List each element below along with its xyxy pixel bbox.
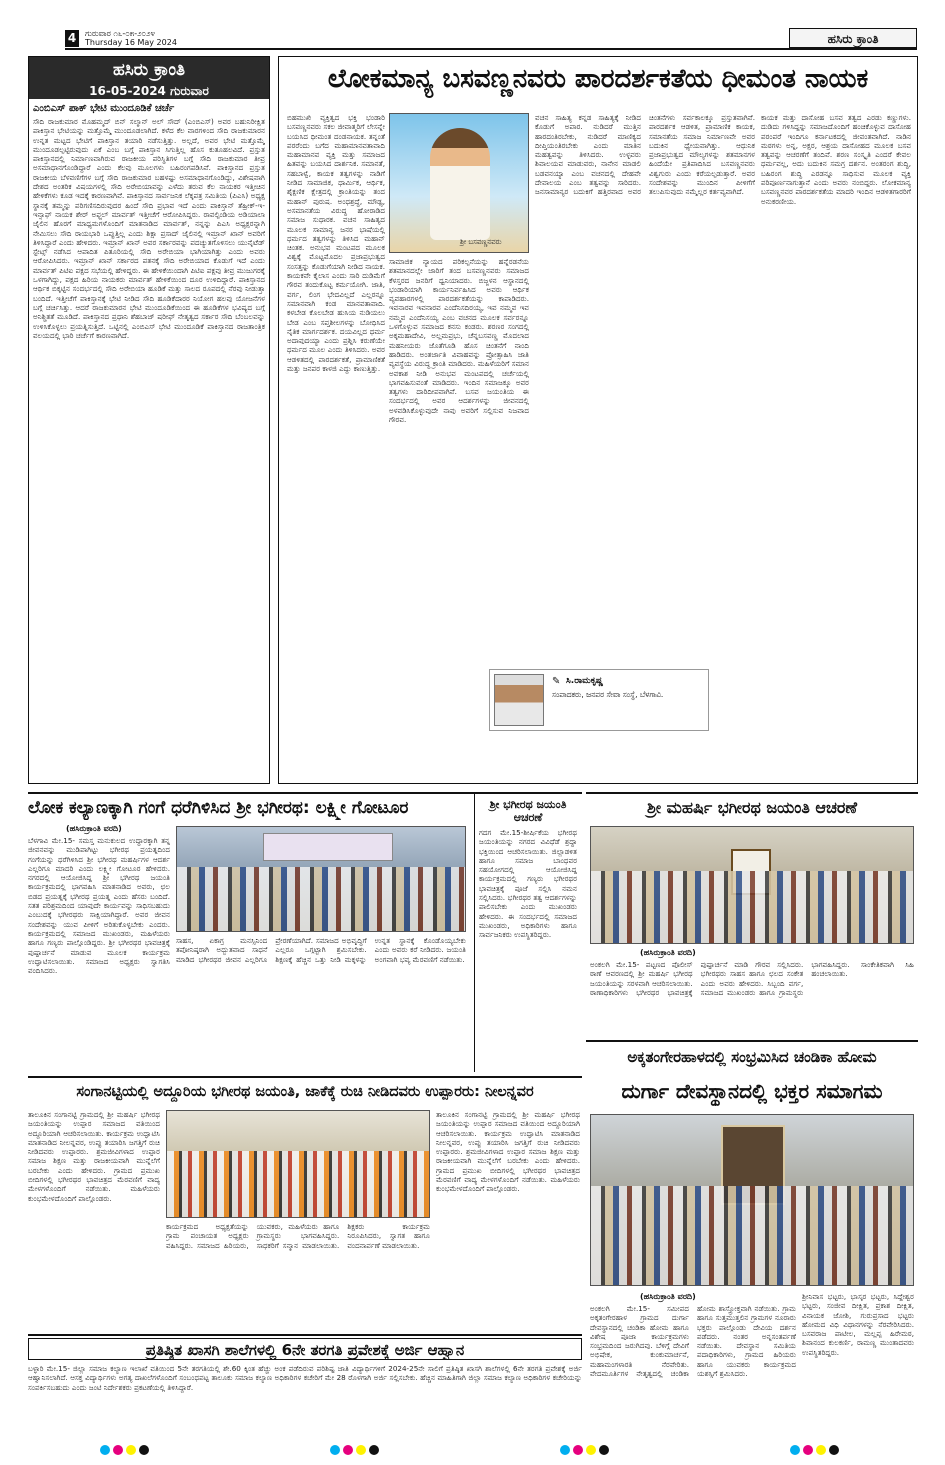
author-name: ಸಿ.ರಾಮಕೃಷ್ಣ [566,676,604,686]
yellow-dot [816,1445,826,1455]
editorial-brand: ಹಸಿರು ಕ್ರಾಂತಿ [29,57,269,83]
story3-dateline: (ಹಸಿರುಕ್ರಾಂತಿ ವರದಿ) [640,948,696,957]
black-dot [829,1445,839,1455]
story3-headline: ಶ್ರೀ ಮಹರ್ಷಿ ಭಗೀರಥ ಜಯಂತಿ ಆಚರಣೆ [647,798,857,817]
cyan-dot [790,1445,800,1455]
story2-side-body: ಗದಗ ಮೇ.15-ಶೀರ್ಷಿಕೆಯ ಭಗೀರಥ ಜಯಂತಿಯನ್ನು ನಗರದ ವಿವಿಧೆಡೆ ಶ್ರದ್ಧಾ ಭಕ್ತಿಯಿಂದ ಆಚರಿಸಲಾಯಿತು. ಜಿಲ್ಲಾಡಳಿತ ಹಾಗೂ ಸಮಾಜ ಬಾಂಧವರ ಸಹಯೋಗದಲ್ಲಿ ಆಯೋಜಿಸಿದ್ದ ಕಾರ್ಯಕ್ರಮದಲ್ಲಿ ಗಣ್ಯರು ಭಗೀರಥರ ಭಾವಚಿತ್ರಕ್ಕೆ ಪೂಜೆ ಸಲ್ಲಿಸಿ ನಮನ ಸಲ್ಲಿಸಿದರು. ಭಗೀರಥರ ತತ್ವ ಆದರ್ಶಗಳನ್ನು ಪಾಲಿಸಬೇಕು ಎಂದು ಮುಖಂಡರು ಹೇಳಿದರು. ಈ ಸಂದರ್ಭದಲ್ಲಿ ಸಮಾಜದ ಮುಖಂಡರು, ಅಧಿಕಾರಿಗಳು ಹಾಗೂ ಸಾರ್ವಜನಿಕರು ಉಪಸ್ಥಿತರಿದ್ದರು. [479,828,577,940]
story2-body: ಬೆಳಗಾವಿ ಮೇ.15- ಸಮಸ್ತ ಮನುಕುಲದ ಉದ್ಧಾರಕ್ಕಾಗಿ ತನ್ನ ಜೀವನವನ್ನು ಮುಡಿಪಾಗಿಟ್ಟು ಭಗೀರಥ ಪ್ರಯತ್ನದಿಂದ ಗಂಗೆಯನ್ನು ಧರೆಗಿಳಿಸಿದ ಶ್ರೀ ಭಗೀರಥ ಮಹರ್ಷಿಗಳ ಆದರ್ಶ ಎಲ್ಲರಿಗೂ ಮಾದರಿ ಎಂದು ಲಕ್ಷ್ಮೀ ಗೋಟೂರ ಹೇಳಿದರು. ನಗರದಲ್ಲಿ ಆಯೋಜಿಸಿದ್ದ ಶ್ರೀ ಭಗೀರಥ ಜಯಂತಿ ಕಾರ್ಯಕ್ರಮದಲ್ಲಿ ಭಾಗವಹಿಸಿ ಮಾತನಾಡಿದ ಅವರು, ಛಲ ಬಿಡದ ಪ್ರಯತ್ನಕ್ಕೆ ಭಗೀರಥ ಪ್ರಯತ್ನ ಎಂದು ಹೆಸರು ಬಂದಿದೆ. ಸತತ ಪರಿಶ್ರಮದಿಂದ ಯಾವುದೇ ಕಾರ್ಯವನ್ನು ಸಾಧಿಸಬಹುದು ಎಂಬುದಕ್ಕೆ ಭಗೀರಥರು ಸಾಕ್ಷಿಯಾಗಿದ್ದಾರೆ. ಅವರ ಜೀವನ ಸಂದೇಶವನ್ನು ಯುವ ಪೀಳಿಗೆ ಅರಿತುಕೊಳ್ಳಬೇಕು ಎಂದರು. ಕಾರ್ಯಕ್ರಮದಲ್ಲಿ ಸಮಾಜದ ಮುಖಂಡರು, ಮಹಿಳೆಯರು ಹಾಗೂ ಗಣ್ಯರು ಪಾಲ್ಗೊಂಡಿದ್ದರು. ಶ್ರೀ ಭಗೀರಥರ ಭಾವಚಿತ್ರಕ್ಕೆ ಪುಷ್ಪಾರ್ಚನೆ ಮಾಡುವ ಮೂಲಕ ಕಾರ್ಯಕ್ರಮ ಉದ್ಘಾಟಿಸಲಾಯಿತು. ಸಮಾಜದ ಅಧ್ಯಕ್ಷರು ಸ್ವಾಗತಿಸಿ ವಂದಿಸಿದರು. [28,836,170,976]
story4-headline: ಸಂಗಾನಟ್ಟಿಯಲ್ಲಿ ಅದ್ದೂರಿಯ ಭಗೀರಥ ಜಯಂತಿ, ಜಾಕೆಕ್ಕೆ ರುಚಿ ನೀಡಿದವರು ಉಪ್ಪಾರರು: ನೀಲನ್ನವರ [76,1084,534,1100]
magenta-dot [343,1445,353,1455]
black-dot [139,1445,149,1455]
lead-headline: ಲೋಕಮಾನ್ಯ ಬಸವಣ್ಣನವರು ಪಾರದರ್ಶಕತೆಯ ಧೀಮಂತ ನಾಯಕ [327,64,869,94]
registration-marks [0,1440,945,1454]
story4-body: ತಾಲೂಕಿನ ಸಂಗಾನಟ್ಟಿ ಗ್ರಾಮದಲ್ಲಿ ಶ್ರೀ ಮಹರ್ಷಿ ಭಗೀರಥ ಜಯಂತಿಯನ್ನು ಉಪ್ಪಾರ ಸಮಾಜದ ವತಿಯಿಂದ ಅದ್ದೂರಿಯಾಗಿ ಆಚರಿಸಲಾಯಿತು. ಕಾರ್ಯಕ್ರಮ ಉದ್ಘಾಟಿಸಿ ಮಾತನಾಡಿದ ನೀಲನ್ನವರ, ಉಪ್ಪು ತಯಾರಿಸಿ ಜಗತ್ತಿಗೆ ರುಚಿ ನೀಡಿದವರು ಉಪ್ಪಾರರು. ಶ್ರಮಜೀವಿಗಳಾದ ಉಪ್ಪಾರ ಸಮಾಜ ಶಿಕ್ಷಣ ಮತ್ತು ರಾಜಕೀಯವಾಗಿ ಮುನ್ನೆಲೆಗೆ ಬರಬೇಕು ಎಂದು ಹೇಳಿದರು. ಗ್ರಾಮದ ಪ್ರಮುಖ ಬೀದಿಗಳಲ್ಲಿ ಭಗೀರಥರ ಭಾವಚಿತ್ರದ ಮೆರವಣಿಗೆ ವಾದ್ಯ ಮೇಳಗಳೊಂದಿಗೆ ನಡೆಯಿತು. ಮಹಿಳೆಯರು ಕುಂಭಮೇಳದೊಂದಿಗೆ ಪಾಲ್ಗೊಂಡರು. [28,1110,160,1203]
reg-dots-2 [330,1440,382,1459]
story2-body2: ಸಾಹಸ, ಏಕಾಗ್ರ ಮನಸ್ಸಿನಿಂದ ತಪೋನಿಷ್ಠರಾಗಿ ಅದ್ಭುತವಾದ ಸಾಧನೆ ಮಾಡಿದ ಭಗೀರಥರ ಜೀವನ ಎಲ್ಲರಿಗೂ ಪ್ರೇರಣೆಯಾಗಿದೆ. ಸಮಾಜದ ಅಭಿವೃದ್ಧಿಗೆ ಎಲ್ಲರೂ ಒಗ್ಗಟ್ಟಾಗಿ ಶ್ರಮಿಸಬೇಕು. ಶಿಕ್ಷಣಕ್ಕೆ ಹೆಚ್ಚಿನ ಒತ್ತು ನೀಡಿ ಮಕ್ಕಳನ್ನು ಉನ್ನತ ಸ್ಥಾನಕ್ಕೆ ಕೊಂಡೊಯ್ಯಬೇಕು ಎಂದು ಅವರು ಕರೆ ನೀಡಿದರು. ಜಯಂತಿ ಅಂಗವಾಗಿ ಭವ್ಯ ಮೆರವಣಿಗೆ ನಡೆಯಿತು. [176,936,466,964]
lead-body-center: ಸಾಮಾಜಿಕ ನ್ಯಾಯದ ಪರಿಕಲ್ಪನೆಯನ್ನು ಹನ್ನೆರಡನೆಯ ಶತಮಾನದಲ್ಲೇ ಜಾರಿಗೆ ತಂದ ಬಸವಣ್ಣನವರು ಸಮಾಜದ ಕೆಳಸ್ತರದ ಜನರಿಗೆ ಧ್ವನಿಯಾದರು. ಬಿಜ್ಜಳನ ಆಸ್ಥಾನದಲ್ಲಿ ಭಂಡಾರಿಯಾಗಿ ಕಾರ್ಯನಿರ್ವಹಿಸಿದ ಅವರು ಆರ್ಥಿಕ ವ್ಯವಹಾರಗಳಲ್ಲಿ ಪಾರದರ್ಶಕತೆಯನ್ನು ಕಾಪಾಡಿದರು. ಇವನಾರವ ಇವನಾರವ ಎಂದೆನಿಸದಿರಯ್ಯ, ಇವ ನಮ್ಮವ ಇವ ನಮ್ಮವ ಎಂದೆನಿಸಯ್ಯ ಎಂಬ ವಚನದ ಮೂಲಕ ಸರ್ವರನ್ನೂ ಒಳಗೊಳ್ಳುವ ಸಮಾಜದ ಕನಸು ಕಂಡರು. ಶರಣರ ಸಂಗದಲ್ಲಿ ಅಕ್ಕಮಹಾದೇವಿ, ಅಲ್ಲಮಪ್ರಭು, ಚೆನ್ನಬಸವಣ್ಣ ಮೊದಲಾದ ಮಹನೀಯರು ಜೊತೆಗೂಡಿ ಹೊಸ ಚಿಂತನೆಗೆ ನಾಂದಿ ಹಾಡಿದರು. ಅಂತರ್ಜಾತಿ ವಿವಾಹವನ್ನು ಪ್ರೋತ್ಸಾಹಿಸಿ ಜಾತಿ ವ್ಯವಸ್ಥೆಯ ವಿರುದ್ಧ ಕ್ರಾಂತಿ ಮಾಡಿದರು. ಮಹಿಳೆಯರಿಗೆ ಸಮಾನ ಅವಕಾಶ ನೀಡಿ ಅನುಭವ ಮಂಟಪದಲ್ಲಿ ಚರ್ಚೆಯಲ್ಲಿ ಭಾಗವಹಿಸುವಂತೆ ಮಾಡಿದರು. ಇಂದಿನ ಸಮಾಜಕ್ಕೂ ಅವರ ತತ್ವಗಳು ದಾರಿದೀಪವಾಗಿವೆ. ಬಸವ ಜಯಂತಿಯ ಈ ಸಂದರ್ಭದಲ್ಲಿ ಅವರ ಆದರ್ಶಗಳನ್ನು ಜೀವನದಲ್ಲಿ ಅಳವಡಿಸಿಕೊಳ್ಳುವುದೇ ನಾವು ಅವರಿಗೆ ಸಲ್ಲಿಸುವ ನಿಜವಾದ ಗೌರವ. [389,257,529,425]
magenta-dot [113,1445,123,1455]
editorial-body: ಸೌದಿ ರಾಜಕುಮಾರ ಮೊಹಮ್ಮದ್ ಬಿನ್ ಸಲ್ಮಾನ್ ಅಲ್ ಸೌದ್ (ಎಂಬಿಎಸ್) ಅವರ ಬಹುನಿರೀಕ್ಷಿತ ಪಾಕಿಸ್ತಾನ ಭೇಟಿಯನ್ನು ಮತ್ತೊಮ್ಮೆ ಮುಂದೂಡಲಾಗಿದೆ. ಕಳೆದ ಕೆಲ ವಾರಗಳಿಂದ ಸೌದಿ ರಾಜಕುಮಾರನ ಉನ್ನತ ಮಟ್ಟದ ಭೇಟಿಗೆ ಪಾಕಿಸ್ತಾನ ತಯಾರಿ ನಡೆಸುತ್ತಿತ್ತು. ಅಲ್ಲದೆ, ಅವರ ಭೇಟಿ ಮತ್ತೊಮ್ಮೆ ಮುಂದೂಡಲ್ಪಟ್ಟಿರುವುದು ಏಕೆ ಎಂಬ ಬಗ್ಗೆ ಪಾಕಿಸ್ತಾನ ಸಿಗುತ್ತಿಲ್ಲ ಹೊಸ ಕುತೂಹಲವಿದೆ. ಪ್ರಸ್ತುತ ಪಾಕಿಸ್ತಾನದಲ್ಲಿ ನಿರ್ಮಾಣವಾಗಿರುವ ರಾಜಕೀಯ ಪರಿಸ್ಥಿತಿಗಳ ಬಗ್ಗೆ ಸೌದಿ ರಾಜಕುಮಾರ ತೀವ್ರ ಅಸಮಾಧಾನಗೊಂಡಿದ್ದಾರೆ ಎಂದು ಕೆಲವು ಮೂಲಗಳು ಬಹಿರಂಗಪಡಿಸಿವೆ. ಪಾಕಿಸ್ತಾನದ ಪ್ರಸ್ತುತ ರಾಜಕೀಯ ಬೆಳವಣಿಗೆಗಳ ಬಗ್ಗೆ ಸೌದಿ ರಾಜಕುಮಾರ ಬಹಳಷ್ಟು ಅಸಮಾಧಾನಗೊಂಡಿದ್ದು, ವಿಶೇಷವಾಗಿ ದೇಶದ ಅಂತರಿಕ ವಿಷಯಗಳಲ್ಲಿ ಸೌದಿ ಅರೇಬಿಯಾವನ್ನು ಎಳೆದು ತರುವ ಕೆಲ ನಾಯಕರ ಇತ್ತೀಚಿನ ಹೇಳಿಕೆಗಳು ಕೂಡ ಇದಕ್ಕೆ ಕಾರಣವಾಗಿವೆ. ಪಾಕಿಸ್ತಾನದ ಸಾರ್ವಜನಿಕ ಲೆಕ್ಕಪತ್ರ ಸಮಿತಿಯ (ಪಿಎಸಿ) ಅಧ್ಯಕ್ಷ ಸ್ಥಾನಕ್ಕೆ ತಮ್ಮನ್ನು ಪರಿಗಣಿಸದಿರುವುದರ ಹಿಂದೆ ಸೌದಿ ಪ್ರಭಾವ ಇದೆ ಎಂದು ಪಾಕಿಸ್ತಾನ್ ತೆಹ್ರೀಕ್-ಇ-ಇನ್ಸಾಫ್ ನಾಯಕ ಶೇರ್ ಅಫ್ಜಲ್ ಮಾರ್ವತ್ ಇತ್ತೀಚೆಗೆ ಆರೋಪಿಸಿದ್ದರು. ರಾವಲ್ಪಿಂಡಿಯ ಅಡಿಯಾಲಾ ಜೈಲಿನ ಹೊರಗೆ ಮಾಧ್ಯಮಗಳೊಂದಿಗೆ ಮಾತನಾಡಿದ ಮಾರ್ವತ್, ನನ್ನನ್ನು ಪಿಎಸಿ ಅಧ್ಯಕ್ಷರನ್ನಾಗಿ ನೇಮಿಸಲು ಸೌದಿ ರಾಯಭಾರಿ ಒಪ್ಪುತ್ತಿಲ್ಲ ಎಂದು ಶಿಕ್ಷಾ ಪ್ರಸಾದ್ ಜೈಲಿನಲ್ಲಿ ಇಮ್ರಾನ್ ಖಾನ್ ಅವರಿಗೆ ತಿಳಿಸಿದ್ದಾರೆ ಎಂದು ಹೇಳಿದರು. ಇಮ್ರಾನ್ ಖಾನ್ ಅವರ ಸರ್ಕಾರವನ್ನು ಪದಚ್ಯುತಗೊಳಿಸಲು ಯುನೈಟೆಡ್ ಸ್ಟೇಟ್ಸ್ ನಡೆಸಿದ ಆಪಾದಿತ ಪಿತೂರಿಯಲ್ಲಿ ಸೌದಿ ಅರೇಬಿಯಾ ಭಾಗಿಯಾಗಿತ್ತು ಎಂದು ಅವರು ಆರೋಪಿಸಿದರು. ಇಮ್ರಾನ್ ಖಾನ್ ಸರ್ಕಾರದ ಪತನಕ್ಕೆ ಸೌದಿ ಅರೇಬಿಯಾದ ಕೊಡುಗೆ ಇದೆ ಎಂದು ಮಾರ್ವತ್ ಪಿಟಿಐ ಪಕ್ಷದ ಸಭೆಯಲ್ಲಿ ಹೇಳಿದ್ದರು. ಈ ಹೇಳಿಕೆಯಿಂದಾಗಿ ಪಿಟಿಐ ಪಕ್ಷವು ತೀವ್ರ ಮುಜುಗರಕ್ಕೆ ಒಳಗಾಗಿದ್ದು, ಪಕ್ಷದ ಹಿರಿಯ ನಾಯಕರು ಮಾರ್ವತ್ ಹೇಳಿಕೆಯಿಂದ ದೂರ ಉಳಿದಿದ್ದಾರೆ. ಪಾಕಿಸ್ತಾನದ ಆರ್ಥಿಕ ಬಿಕ್ಕಟ್ಟಿನ ಸಂದರ್ಭದಲ್ಲಿ ಸೌದಿ ಅರೇಬಿಯಾ ಹೂಡಿಕೆ ಮತ್ತು ಸಾಲದ ರೂಪದಲ್ಲಿ ನೆರವು ನೀಡುತ್ತಾ ಬಂದಿದೆ. ಇತ್ತೀಚೆಗೆ ಪಾಕಿಸ್ತಾನಕ್ಕೆ ಭೇಟಿ ನೀಡಿದ ಸೌದಿ ಹೂಡಿಕೆದಾರರ ನಿಯೋಗ ಹಲವು ಯೋಜನೆಗಳ ಬಗ್ಗೆ ಚರ್ಚಿಸಿತ್ತು. ಆದರೆ ರಾಜಕುಮಾರನ ಭೇಟಿ ಮುಂದೂಡಿಕೆಯಿಂದ ಈ ಹೂಡಿಕೆಗಳ ಭವಿಷ್ಯದ ಬಗ್ಗೆ ಅನಿಶ್ಚಿತತೆ ಮೂಡಿದೆ. ಪಾಕಿಸ್ತಾನದ ಪ್ರಧಾನಿ ಶೆಹಬಾಜ್ ಷರೀಫ್ ನೇತೃತ್ವದ ಸರ್ಕಾರ ಸೌದಿ ಬೆಂಬಲವನ್ನು ಉಳಿಸಿಕೊಳ್ಳಲು ಪ್ರಯತ್ನಿಸುತ್ತಿದೆ. ಒಟ್ಟಿನಲ್ಲಿ ಎಂಬಿಎಸ್ ಭೇಟಿ ಮುಂದೂಡಿಕೆ ಪಾಕಿಸ್ತಾನದ ರಾಜತಾಂತ್ರಿಕ ವಲಯದಲ್ಲಿ ಭಾರಿ ಚರ್ಚೆಗೆ ಕಾರಣವಾಗಿದೆ. [33,117,265,340]
author-photo [494,674,544,726]
reg-dots-1 [100,1440,152,1459]
story4-photo [166,1110,430,1218]
story3-people [591,871,913,943]
cyan-dot [560,1445,570,1455]
pen-icon: ✎ [552,676,561,687]
page-number: 4 [65,30,79,47]
story6-headline: ಪ್ರತಿಷ್ಠಿತ ಖಾಸಗಿ ಶಾಲೆಗಳಲ್ಲಿ 6ನೇ ತರಗತಿ ಪ್ರವೇಶಕ್ಕೆ ಅರ್ಜಿ ಆಹ್ವಾನ [28,1338,582,1360]
magenta-dot [573,1445,583,1455]
story2-side [474,794,580,1072]
story6 [28,1334,582,1432]
yellow-dot [126,1445,136,1455]
stage-banner [263,833,393,861]
story2-dateline: (ಹಸಿರುಕ್ರಾಂತಿ ವರದಿ) [66,824,122,833]
story2-side-title: ಶ್ರೀ ಭಗೀರಥ ಜಯಂತಿ ಆಚರಣೆ [489,798,567,824]
lead-body-left: ಬಿಹಮುಖಿ ವ್ಯಕ್ತಿತ್ವದ ಭಕ್ತಿ ಭಂಡಾರಿ ಬಸವಣ್ಣನವರು ಸಕಲ ಜೀವಾತ್ಮರಿಗೆ ಲೇಸನ್ನೇ ಬಯಸಿದ ಧೀಮಂತ ದಂಡನಾಯಕ. ತನ್ನಂತೆ ಪರರೆಂದು ಬಗೆದ ಮಹಾಮಾನವತಾವಾದಿ ಮಹಾಮಾನವ ವ್ಯಕ್ತಿ ಮತ್ತು ಸಮಾಜದ ಹಿತವನ್ನು ಬಯಸಿದ ದಾರ್ಶನಿಕ. ಸಮಾನತೆ, ಸಹಬಾಳ್ವೆ, ಕಾಯಕ ತತ್ವಗಳನ್ನು ನಾಡಿಗೆ ನೀಡಿದ ಸಾಮಾಜಿಕ, ಧಾರ್ಮಿಕ, ಆರ್ಥಿಕ, ಶೈಕ್ಷಣಿಕ ಕ್ಷೇತ್ರದಲ್ಲಿ ಕ್ರಾಂತಿಯನ್ನು ತಂದ ಮಹಾನ್ ಪುರುಷ. ಅಂಧಶ್ರದ್ಧೆ, ಮೌಢ್ಯ, ಅಸಮಾನತೆಯ ವಿರುದ್ಧ ಹೋರಾಡಿದ ಸಮಾಜ ಸುಧಾರಕ. ವಚನ ಸಾಹಿತ್ಯದ ಮೂಲಕ ಸಾಮಾನ್ಯ ಜನರ ಭಾಷೆಯಲ್ಲಿ ಧರ್ಮದ ತತ್ವಗಳನ್ನು ತಿಳಿಸಿದ ಮಹಾನ್ ಚಿಂತಕ. ಅನುಭವ ಮಂಟಪದ ಮೂಲಕ ವಿಶ್ವಕ್ಕೆ ಮೊಟ್ಟಮೊದಲ ಪ್ರಜಾಪ್ರಭುತ್ವದ ಸಂಸತ್ತನ್ನು ಕೊಡುಗೆಯಾಗಿ ನೀಡಿದ ನಾಯಕ. ಕಾಯಕವೇ ಕೈಲಾಸ ಎಂದು ಸಾರಿ ದುಡಿಮೆಗೆ ಗೌರವ ತಂದುಕೊಟ್ಟ ಕರ್ಮಯೋಗಿ. ಜಾತಿ, ವರ್ಗ, ಲಿಂಗ ಭೇದವಿಲ್ಲದೆ ಎಲ್ಲರನ್ನೂ ಸಮಾನವಾಗಿ ಕಂಡ ಮಾನವತಾವಾದಿ. ಕಳಬೇಡ ಕೊಲಬೇಡ ಹುಸಿಯ ನುಡಿಯಲು ಬೇಡ ಎಂಬ ಸಪ್ತಶೀಲಗಳನ್ನು ಬೋಧಿಸಿದ ನೈತಿಕ ಮಾರ್ಗದರ್ಶಕ. ದಯವಿಲ್ಲದ ಧರ್ಮ ಅದಾವುದಯ್ಯಾ ಎಂದು ಪ್ರಶ್ನಿಸಿ ಕರುಣೆಯೇ ಧರ್ಮದ ಮೂಲ ಎಂದು ತಿಳಿಸಿದರು. ಅವರ ಆಡಳಿತದಲ್ಲಿ ಪಾರದರ್ಶಕತೆ, ಪ್ರಾಮಾಣಿಕತೆ ಮತ್ತು ಜನಪರ ಕಾಳಜಿ ಎದ್ದು ಕಾಣುತ್ತಿತ್ತು. [287,113,385,374]
story6-body: ಬಳ್ಳಾರಿ ಮೇ.15- ಜಿಲ್ಲಾ ಸಮಾಜ ಕಲ್ಯಾಣ ಇಲಾಖೆ ವತಿಯಿಂದ 5ನೇ ತರಗತಿಯಲ್ಲಿ ಶೇ.60 ಕ್ಕಿಂತ ಹೆಚ್ಚು ಅಂಕ ಪಡೆದಿರುವ ಪರಿಶಿಷ್ಟ ಜಾತಿ ವಿದ್ಯಾರ್ಥಿಗಳಿಗೆ 2024-25ನೇ ಸಾಲಿಗೆ ಪ್ರತಿಷ್ಠಿತ ಖಾಸಗಿ ಶಾಲೆಗಳಲ್ಲಿ 6ನೇ ತರಗತಿ ಪ್ರವೇಶಕ್ಕೆ ಅರ್ಜಿ ಆಹ್ವಾನಿಸಲಾಗಿದೆ. ಆಸಕ್ತ ವಿದ್ಯಾರ್ಥಿಗಳು ಅಗತ್ಯ ದಾಖಲೆಗಳೊಂದಿಗೆ ಸಂಬಂಧಪಟ್ಟ ತಾಲೂಕು ಸಮಾಜ ಕಲ್ಯಾಣ ಅಧಿಕಾರಿಗಳ ಕಚೇರಿಗೆ ಮೇ 28 ರೊಳಗಾಗಿ ಅರ್ಜಿ ಸಲ್ಲಿಸಬೇಕು. ಹೆಚ್ಚಿನ ಮಾಹಿತಿಗಾಗಿ ಜಿಲ್ಲಾ ಸಮಾಜ ಕಲ್ಯಾಣ ಅಧಿಕಾರಿಗಳ ಕಚೇರಿಯನ್ನು ಸಂಪರ್ಕಿಸಬಹುದು ಎಂದು ಜಂಟಿ ನಿರ್ದೇಶಕರು ಪ್ರಕಟಣೆಯಲ್ಲಿ ತಿಳಿಸಿದ್ದಾರೆ. [28,1364,582,1392]
story4 [28,1076,582,1328]
story2 [28,792,582,1072]
date-line-kannada: ಗುರುವಾರ ೧೬-೦೫-೨೦೨೪ [85,29,155,38]
magenta-dot [803,1445,813,1455]
story5-dateline: (ಹಸಿರುಕ್ರಾಂತಿ ವರದಿ) [640,1292,696,1301]
black-dot [599,1445,609,1455]
story3 [586,792,918,1072]
story5-photo [590,1114,914,1286]
editorial-title: ಎಂಬಿಎಸ್ ಪಾಕ್ ಭೇಟಿ ಮುಂದೂಡಿಕೆ ಚರ್ಚೆ [33,103,175,114]
paper-name-tag: ಹಸಿರು ಕ್ರಾಂತಿ [789,28,917,48]
story5-headline-1: ಅಕ್ಕತಂಗೇರಹಾಳದಲ್ಲಿ ಸಂಭ್ರಮಿಸಿದ ಚಂಡಿಕಾ ಹೋಮ [627,1048,877,1066]
portrait-caption: ಶ್ರೀ ಬಸವಣ್ಣನವರು [460,238,502,246]
story3-body: ಅಂಕಲಗಿ ಮೇ.15- ಪಟ್ಟಣದ ಪೊಲೀಸ್ ಠಾಣೆ ಆವರಣದಲ್ಲಿ ಶ್ರೀ ಮಹರ್ಷಿ ಭಗೀರಥ ಜಯಂತಿಯನ್ನು ಸರಳವಾಗಿ ಆಚರಿಸಲಾಯಿತು. ಠಾಣಾಧಿಕಾರಿಗಳು ಭಗೀರಥರ ಭಾವಚಿತ್ರಕ್ಕೆ ಪುಷ್ಪಾರ್ಚನೆ ಮಾಡಿ ಗೌರವ ಸಲ್ಲಿಸಿದರು. ಭಗೀರಥರು ಸಾಹಸ ಹಾಗೂ ಛಲದ ಸಂಕೇತ ಎಂದು ಅವರು ಹೇಳಿದರು. ಸಿಬ್ಬಂದಿ ವರ್ಗ, ಸಮಾಜದ ಮುಖಂಡರು ಹಾಗೂ ಗ್ರಾಮಸ್ಥರು ಭಾಗವಹಿಸಿದ್ದರು. ಸಾಂಕೇತಿಕವಾಗಿ ಸಿಹಿ ಹಂಚಲಾಯಿತು. [590,960,914,997]
editorial-box [28,56,270,784]
lead-body-right: ಕಾಯಕ ಮತ್ತು ದಾಸೋಹ ಬಸವ ತತ್ವದ ಎರಡು ಕಣ್ಣುಗಳು. ದುಡಿದು ಗಳಿಸಿದ್ದನ್ನು ಸಮಾಜದೊಂದಿಗೆ ಹಂಚಿಕೊಳ್ಳುವ ದಾಸೋಹ ಪರಂಪರೆ ಇಂದಿಗೂ ಕರ್ನಾಟಕದಲ್ಲಿ ಜೀವಂತವಾಗಿದೆ. ನಾಡಿನ ಮಠಗಳು ಅನ್ನ, ಅಕ್ಷರ, ಆಶ್ರಯ ದಾಸೋಹದ ಮೂಲಕ ಬಸವ ತತ್ವವನ್ನು ಆಚರಣೆಗೆ ತಂದಿವೆ. ಶರಣ ಸಂಸ್ಕೃತಿ ಎಂದರೆ ಕೇವಲ ಧರ್ಮವಲ್ಲ, ಅದು ಬದುಕಿನ ಸಮಗ್ರ ದರ್ಶನ. ಅಂತರಂಗ ಶುದ್ಧಿ, ಬಹಿರಂಗ ಶುದ್ಧಿ ಎರಡನ್ನೂ ಸಾಧಿಸುವ ಮೂಲಕ ವ್ಯಕ್ತಿ ಪರಿಪೂರ್ಣನಾಗುತ್ತಾನೆ ಎಂದು ಅವರು ನಂಬಿದ್ದರು. ಲೋಕಮಾನ್ಯ ಬಸವಣ್ಣನವರ ಪಾರದರ್ಶಕತೆಯ ಮಾದರಿ ಇಂದಿನ ಆಡಳಿತಗಾರರಿಗೆ ಅನುಕರಣೀಯ. [761,113,911,206]
yellow-dot [586,1445,596,1455]
reg-dots-3 [560,1440,612,1459]
lead-body-col3: ವಚನ ಸಾಹಿತ್ಯ ಕನ್ನಡ ಸಾಹಿತ್ಯಕ್ಕೆ ನೀಡಿದ ಕೊಡುಗೆ ಅಪಾರ. ನುಡಿದರೆ ಮುತ್ತಿನ ಹಾರದಂತಿರಬೇಕು, ನುಡಿದರೆ ಮಾಣಿಕ್ಯದ ದೀಪ್ತಿಯಂತಿರಬೇಕು ಎಂದು ಮಾತಿನ ಮಹತ್ವವನ್ನು ತಿಳಿಸಿದರು. ಉಳ್ಳವರು ಶಿವಾಲಯವ ಮಾಡುವರು, ನಾನೇನ ಮಾಡಲಿ ಬಡವನಯ್ಯಾ ಎಂಬ ವಚನದಲ್ಲಿ ದೇಹವೇ ದೇವಾಲಯ ಎಂಬ ತತ್ವವನ್ನು ಸಾರಿದರು. ಜನಸಾಮಾನ್ಯರ ಬದುಕಿಗೆ ಹತ್ತಿರವಾದ ಅವರ ಚಿಂತನೆಗಳು ಸರ್ವಕಾಲಕ್ಕೂ ಪ್ರಸ್ತುತವಾಗಿವೆ. ಪಾರದರ್ಶಕ ಆಡಳಿತ, ಪ್ರಾಮಾಣಿಕ ಕಾಯಕ, ಸಮಾನತೆಯ ಸಮಾಜ ನಿರ್ಮಾಣವೇ ಅವರ ಬದುಕಿನ ಧ್ಯೇಯವಾಗಿತ್ತು. ಆಧುನಿಕ ಪ್ರಜಾಪ್ರಭುತ್ವದ ಮೌಲ್ಯಗಳನ್ನು ಶತಮಾನಗಳ ಹಿಂದೆಯೇ ಪ್ರತಿಪಾದಿಸಿದ ಬಸವಣ್ಣನವರು ವಿಶ್ವಗುರು ಎಂದು ಕರೆಯಲ್ಪಡುತ್ತಾರೆ. ಅವರ ಸಂದೇಶವನ್ನು ಮುಂದಿನ ಪೀಳಿಗೆಗೆ ತಲುಪಿಸುವುದು ನಮ್ಮೆಲ್ಲರ ಕರ್ತವ್ಯವಾಗಿದೆ. [535,113,755,197]
editorial-date: 16-05-2024 ಗುರುವಾರ [29,83,269,99]
story5-body: ಅಂಕಲಗಿ ಮೇ.15- ಸಮೀಪದ ಅಕ್ಕತಂಗೇರಹಾಳ ಗ್ರಾಮದ ದುರ್ಗಾ ದೇವಸ್ಥಾನದಲ್ಲಿ ಚಂಡಿಕಾ ಹೋಮ ಹಾಗೂ ವಿಶೇಷ ಪೂಜಾ ಕಾರ್ಯಕ್ರಮಗಳು ಸಂಭ್ರಮದಿಂದ ಜರುಗಿದವು. ಬೆಳಿಗ್ಗೆ ದೇವಿಗೆ ಅಭಿಷೇಕ, ಕುಂಕುಮಾರ್ಚನೆ, ಮಹಾಮಂಗಳಾರತಿ ನೆರವೇರಿತು. ವೇದಮೂರ್ತಿಗಳ ನೇತೃತ್ವದಲ್ಲಿ ಚಂಡಿಕಾ ಹೋಮ ಶಾಸ್ತ್ರೋಕ್ತವಾಗಿ ನಡೆಯಿತು. ಗ್ರಾಮ ಹಾಗೂ ಸುತ್ತಮುತ್ತಲಿನ ಗ್ರಾಮಗಳ ನೂರಾರು ಭಕ್ತರು ಪಾಲ್ಗೊಂಡು ದೇವಿಯ ದರ್ಶನ ಪಡೆದರು. ನಂತರ ಅನ್ನಸಂತರ್ಪಣೆ ನಡೆಯಿತು. ದೇವಸ್ಥಾನ ಸಮಿತಿಯ ಪದಾಧಿಕಾರಿಗಳು, ಗ್ರಾಮದ ಹಿರಿಯರು ಹಾಗೂ ಯುವಕರು ಕಾರ್ಯಕ್ರಮದ ಯಶಸ್ಸಿಗೆ ಶ್ರಮಿಸಿದರು. [590,1304,796,1379]
story5-headline-2: ದುರ್ಗಾ ದೇವಸ್ಥಾನದಲ್ಲಿ ಭಕ್ತರ ಸಮಾಗಮ [621,1079,883,1103]
black-dot [369,1445,379,1455]
author-role: ಸಂಪಾದಕರು, ಜನಪರ ಸೇವಾ ಸಂಸ್ಥೆ, ಬೆಳಗಾವಿ. [552,690,664,699]
story5 [586,1040,918,1432]
basavanna-portrait [389,113,529,253]
story4-body2: ಕಾರ್ಯಕ್ರಮದ ಅಧ್ಯಕ್ಷತೆಯನ್ನು ಗ್ರಾಮ ಪಂಚಾಯತ ಅಧ್ಯಕ್ಷರು ವಹಿಸಿದ್ದರು. ಸಮಾಜದ ಹಿರಿಯರು, ಯುವಕರು, ಮಹಿಳೆಯರು ಹಾಗೂ ಗ್ರಾಮಸ್ಥರು ಭಾಗವಹಿಸಿದ್ದರು. ಸಾಧಕರಿಗೆ ಸನ್ಮಾನ ಮಾಡಲಾಯಿತು. ಶಿಕ್ಷಕರು ಕಾರ್ಯಕ್ರಮ ನಿರೂಪಿಸಿದರು, ಸ್ವಾಗತ ಹಾಗೂ ವಂದನಾರ್ಪಣೆ ಮಾಡಲಾಯಿತು. [166,1222,430,1250]
story4-people [167,1151,429,1217]
story5-body2: ಶ್ರೀನಿವಾಸ ಭಟ್ಟರು, ಭಾಸ್ಕರ ಭಟ್ಟರು, ಸಿದ್ದೇಶ್ವರ ಭಟ್ಟರು, ಸಂಜೀವ ದೀಕ್ಷಿತ, ಪ್ರಕಾಶ ದೀಕ್ಷಿತ, ವಿನಾಯಕ ಜೋಶಿ, ಗುರುಪ್ರಸಾದ ಭಟ್ಟರು ಹೋಮದ ವಿಧಿ ವಿಧಾನಗಳನ್ನು ನೆರವೇರಿಸಿದರು. ಬಸವರಾಜ ಪಾಟೀಲ, ಮಲ್ಲಪ್ಪ ಹಿರೇಮಠ, ಶಿವಾನಂದ ಕುಲಕರ್ಣಿ, ರಾಮಣ್ಣ ಮುಂತಾದವರು ಉಪಸ್ಥಿತರಿದ್ದರು. [802,1292,914,1357]
date-line-english: Thursday 16 May 2024 [85,38,177,47]
masthead [65,28,917,50]
story3-photo [590,826,914,944]
story5-people [591,1186,913,1285]
story2-photo [176,826,466,932]
cyan-dot [100,1445,110,1455]
portrait-figure [430,128,490,240]
yellow-dot [356,1445,366,1455]
author-box [489,669,709,731]
reg-dots-4 [790,1440,842,1459]
story2-headline: ಲೋಕ ಕಲ್ಯಾಣಕ್ಕಾಗಿ ಗಂಗೆ ಧರೆಗಿಳಿಸಿದ ಶ್ರೀ ಭಗೀರಥ: ಲಕ್ಷ್ಮೀ ಗೋಟೂರ [28,798,409,818]
story2-people [177,867,465,931]
lead-story [278,56,918,784]
story4-body3: ತಾಲೂಕಿನ ಸಂಗಾನಟ್ಟಿ ಗ್ರಾಮದಲ್ಲಿ ಶ್ರೀ ಮಹರ್ಷಿ ಭಗೀರಥ ಜಯಂತಿಯನ್ನು ಉಪ್ಪಾರ ಸಮಾಜದ ವತಿಯಿಂದ ಅದ್ದೂರಿಯಾಗಿ ಆಚರಿಸಲಾಯಿತು. ಕಾರ್ಯಕ್ರಮ ಉದ್ಘಾಟಿಸಿ ಮಾತನಾಡಿದ ನೀಲನ್ನವರ, ಉಪ್ಪು ತಯಾರಿಸಿ ಜಗತ್ತಿಗೆ ರುಚಿ ನೀಡಿದವರು ಉಪ್ಪಾರರು. ಶ್ರಮಜೀವಿಗಳಾದ ಉಪ್ಪಾರ ಸಮಾಜ ಶಿಕ್ಷಣ ಮತ್ತು ರಾಜಕೀಯವಾಗಿ ಮುನ್ನೆಲೆಗೆ ಬರಬೇಕು ಎಂದು ಹೇಳಿದರು. ಗ್ರಾಮದ ಪ್ರಮುಖ ಬೀದಿಗಳಲ್ಲಿ ಭಗೀರಥರ ಭಾವಚಿತ್ರದ ಮೆರವಣಿಗೆ ವಾದ್ಯ ಮೇಳಗಳೊಂದಿಗೆ ನಡೆಯಿತು. ಮಹಿಳೆಯರು ಕುಂಭಮೇಳದೊಂದಿಗೆ ಪಾಲ್ಗೊಂಡರು. [436,1110,580,1194]
cyan-dot [330,1445,340,1455]
